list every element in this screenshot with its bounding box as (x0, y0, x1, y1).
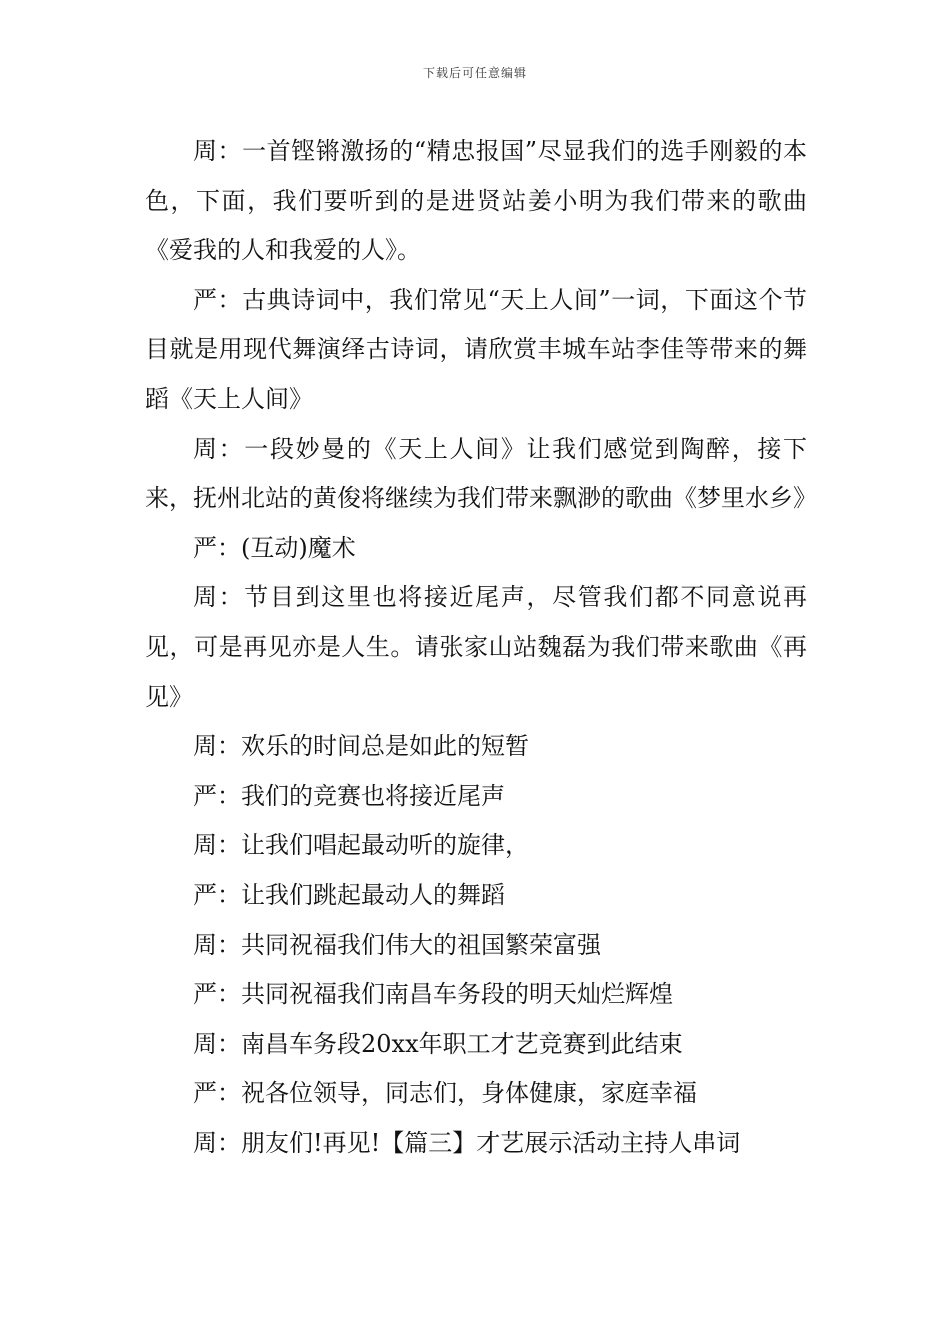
paragraph: 严：古典诗词中，我们常见“天上人间”一词，下面这个节目就是用现代舞演绎古诗词，请欣赏丰城车站李佳等带来的舞蹈《天上人间》 (145, 285, 807, 413)
document-body (145, 127, 817, 1168)
paragraph: 严：(互动)魔术 (193, 533, 356, 562)
paragraph: 周：朋友们!再见!【篇三】才艺展示活动主持人串词 (193, 1128, 741, 1157)
paragraph: 周：一首铿锵激扬的“精忠报国”尽显我们的选手刚毅的本色，下面，我们要听到的是进贤站姜小明为我们带来的歌曲《爱我的人和我爱的人》。 (145, 137, 807, 265)
paragraph: 严：我们的竞赛也将接近尾声 (193, 781, 505, 810)
paragraph: 周：南昌车务段20xx年职工才艺竞赛到此结束 (193, 1029, 683, 1058)
paragraph: 周：让我们唱起最动听的旋律， (193, 831, 529, 860)
page-header-note: 下载后可任意编辑 (422, 66, 527, 80)
paragraph: 周：欢乐的时间总是如此的短暂 (193, 732, 529, 761)
paragraph: 严：共同祝福我们南昌车务段的明天灿烂辉煌 (193, 980, 673, 1009)
paragraph: 严：让我们跳起最动人的舞蹈 (193, 880, 505, 909)
paragraph: 周：节目到这里也将接近尾声，尽管我们都不同意说再见，可是再见亦是人生。请张家山站魏磊为我们带来歌曲《再见》 (145, 583, 807, 711)
paragraph: 周：一段妙曼的《天上人间》让我们感觉到陶醉，接下来，抚州北站的黄俊将继续为我们带来飘渺的歌曲《梦里水乡》 (145, 434, 817, 513)
paragraph: 严：祝各位领导，同志们，身体健康，家庭幸福 (193, 1079, 697, 1108)
paragraph: 周：共同祝福我们伟大的祖国繁荣富强 (193, 930, 601, 959)
